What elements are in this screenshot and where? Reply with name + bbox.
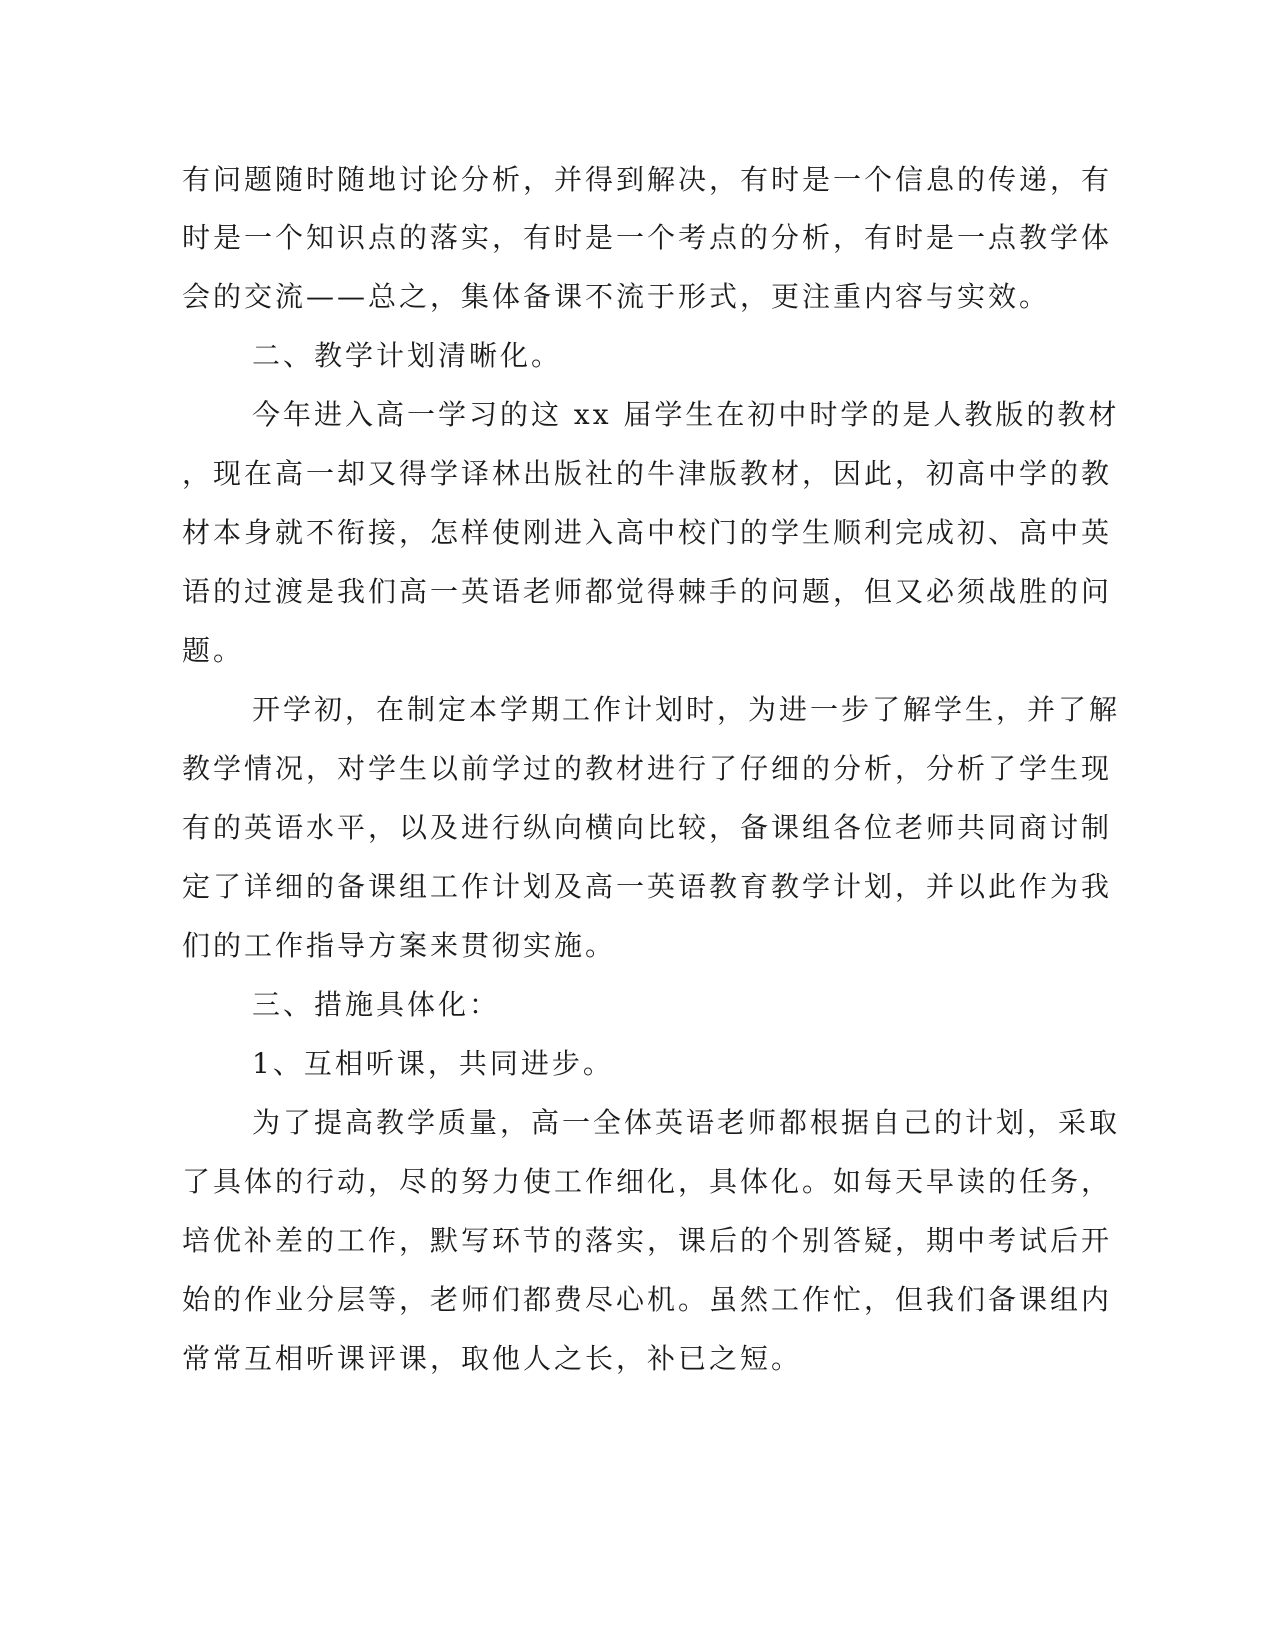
text-line: 时是一个知识点的落实，有时是一个考点的分析，有时是一点教学体 xyxy=(182,221,1113,254)
text-line: ，现在高一却又得学译林出版社的牛津版教材，因此，初高中学的教 xyxy=(182,457,1113,490)
text-line: 培优补差的工作，默写环节的落实，课后的个别答疑，期中考试后开 xyxy=(182,1224,1113,1257)
text-line: 了具体的行动，尽的努力使工作细化，具体化。如每天早读的任务， xyxy=(182,1165,1113,1198)
text-line: 有的英语水平，以及进行纵向横向比较，备课组各位老师共同商讨制 xyxy=(182,811,1113,844)
text-line: 定了详细的备课组工作计划及高一英语教育教学计划，并以此作为我 xyxy=(182,870,1113,903)
text-line: 材本身就不衔接，怎样使刚进入高中校门的学生顺利完成初、高中英 xyxy=(182,516,1113,549)
text-line: 语的过渡是我们高一英语老师都觉得棘手的问题，但又必须战胜的问 xyxy=(182,575,1113,608)
text-line: 始的作业分层等，老师们都费尽心机。虽然工作忙，但我们备课组内 xyxy=(182,1283,1113,1316)
text-line: 常常互相听课评课，取他人之长，补已之短。 xyxy=(182,1342,803,1375)
text-line: 有问题随时随地讨论分析，并得到解决，有时是一个信息的传递，有 xyxy=(182,163,1113,196)
text-line: 开学初，在制定本学期工作计划时，为进一步了解学生，并了解 xyxy=(252,693,1121,726)
text-line: 教学情况，对学生以前学过的教材进行了仔细的分析，分析了学生现 xyxy=(182,752,1113,785)
section-heading: 三、措施具体化： xyxy=(252,988,501,1021)
text-line: 今年进入高一学习的这 xx 届学生在初中时学的是人教版的教材 xyxy=(252,398,1120,431)
text-line: 题。 xyxy=(182,634,245,667)
subsection-heading: 1、互相听课，共同进步。 xyxy=(252,1047,614,1080)
section-heading: 二、教学计划清晰化。 xyxy=(252,339,563,372)
text-line: 会的交流——总之，集体备课不流于形式，更注重内容与实效。 xyxy=(182,280,1051,313)
text-line: 为了提高教学质量，高一全体英语老师都根据自己的计划，采取 xyxy=(252,1106,1121,1139)
text-line: 们的工作指导方案来贯彻实施。 xyxy=(182,929,617,962)
